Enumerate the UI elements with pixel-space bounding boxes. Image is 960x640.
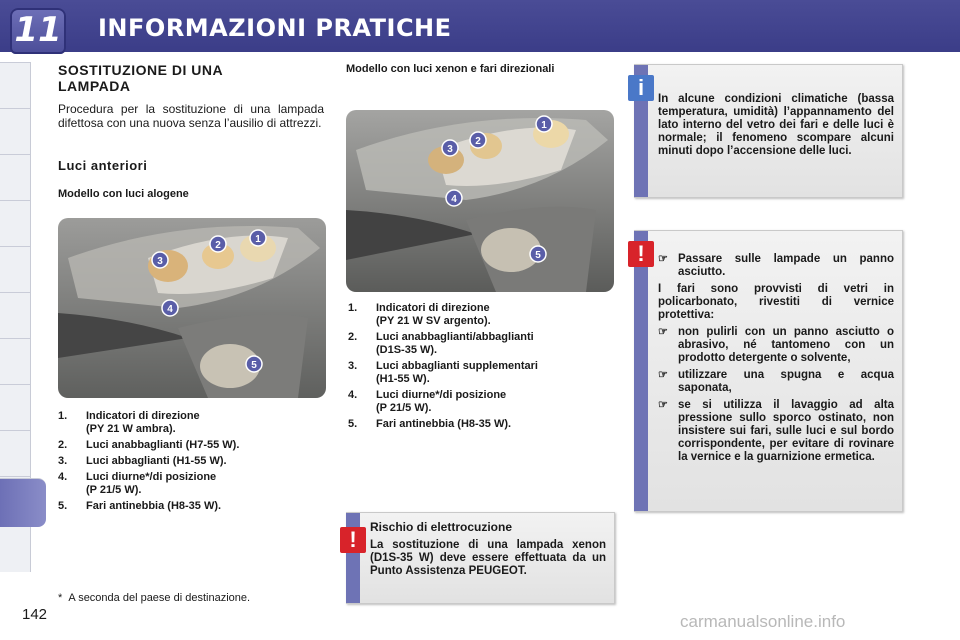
chapter-tab[interactable] [0,108,30,155]
list-item: ☞ utilizzare una spugna e acqua saponata, [658,369,894,394]
cleaning-warning-box [634,230,903,512]
info-text: In alcune condizioni climatiche (bassa temperatura, umidità) l’appannamento del lato interno del vetro dei fari e delle luci è normale; il fenomeno scompare alcuni minuti dopo l’accensione delle luci. [658,93,894,157]
photo-callout: 4 [451,194,457,205]
list-item: ☞ non pulirli con un panno asciutto o abrasivo, né tantomeno con un prodotto detergente o solvente, [658,326,894,364]
photo-callout: 3 [447,144,453,155]
chapter-tab[interactable] [0,292,30,339]
info-icon: i [628,75,654,101]
electrocution-title: Rischio di elettrocuzione [370,520,513,534]
list-item: 4. Luci diurne*/di posizione (P 21/5 W). [58,471,217,496]
photo-callout: 2 [475,136,481,147]
list-item: 4. Luci diurne*/di posizione (P 21/5 W). [348,389,507,414]
list-item: ☞ Passare sulle lampade un panno asciutto. [658,253,894,278]
xenon-model-label: Modello con luci xenon e fari direzionali [346,63,555,75]
chapter-tab[interactable] [0,200,30,247]
list-item: 2. Luci anabbaglianti/abbaglianti (D1S-35 W). [348,331,534,356]
list-item: 3. Luci abbaglianti supplementari (H1-55 W). [348,360,538,385]
chapter-tab[interactable] [0,154,30,201]
cleaning-text [658,251,894,468]
section-intro: Procedura per la sostituzione di una lampada difettosa con una nuova senza l’ausilio di attrezzi. [58,102,324,130]
halogen-bulb-list [58,410,328,516]
photo-callout: 5 [535,250,541,261]
list-item: 5. Fari antinebbia (H8-35 W). [58,500,222,512]
photo-callout: 1 [541,120,547,131]
photo-callout: 4 [167,304,173,315]
xenon-headlight-photo [346,110,614,292]
hand-pointer-icon: ☞ [658,326,668,338]
page-number: 142 [22,606,48,623]
section-title: SOSTITUZIONE DI UNA LAMPADA [58,62,223,94]
chapter-tab[interactable] [0,338,30,385]
list-item: 3. Luci abbaglianti (H1-55 W). [58,455,227,467]
chapter-tab[interactable] [0,62,30,109]
watermark: carmanualsonline.info [680,612,846,631]
halogen-model-label: Modello con luci alogene [58,188,189,200]
chapter-tab[interactable] [0,430,30,477]
chapter-tab[interactable] [0,384,30,431]
chapter-tab[interactable] [0,246,30,293]
photo-callout: 3 [157,256,163,267]
xenon-bulb-list [348,302,618,434]
subsection-title: Luci anteriori [58,158,148,173]
chapter-tab-active[interactable] [0,478,46,527]
photo-callout: 1 [255,234,261,245]
hand-pointer-icon: ☞ [658,253,668,265]
photo-callout: 2 [215,240,221,251]
chapter-tab[interactable] [0,522,30,569]
info-box [634,64,903,198]
electrocution-text: La sostituzione di una lampada xenon (D1S-35 W) deve essere effettuata da un Punto Assistenza PEUGEOT. [370,539,606,577]
box-strip [634,231,648,511]
hand-pointer-icon: ☞ [658,399,668,411]
hand-pointer-icon: ☞ [658,369,668,381]
list-item: 2. Luci anabbaglianti (H7-55 W). [58,439,240,451]
list-item: ☞ se si utilizza il lavaggio ad alta pressione sullo sporco ostinato, non insistere sui fari, sulle luci e sul bordo corrispondente, per evitare di rovinare la vernice e la guarnizione ermetica. [658,399,894,463]
cleaning-paragraph: I fari sono provvisti di vetri in policarbonato, rivestiti di vernice protettiva: [658,283,894,321]
chapter-number: 11 [14,10,62,50]
warning-icon: ! [628,241,654,267]
electrocution-warning-box [346,512,615,604]
warning-icon: ! [340,527,366,553]
list-item: 5. Fari antinebbia (H8-35 W). [348,418,512,430]
chapter-title: INFORMAZIONI PRATICHE [98,14,452,42]
list-item: 1. Indicatori di direzione (PY 21 W ambra). [58,410,200,435]
footnote: * A seconda del paese di destinazione. [58,592,251,604]
photo-callout: 5 [251,360,257,371]
halogen-headlight-photo [58,218,326,398]
list-item: 1. Indicatori di direzione (PY 21 W SV argento). [348,302,491,327]
